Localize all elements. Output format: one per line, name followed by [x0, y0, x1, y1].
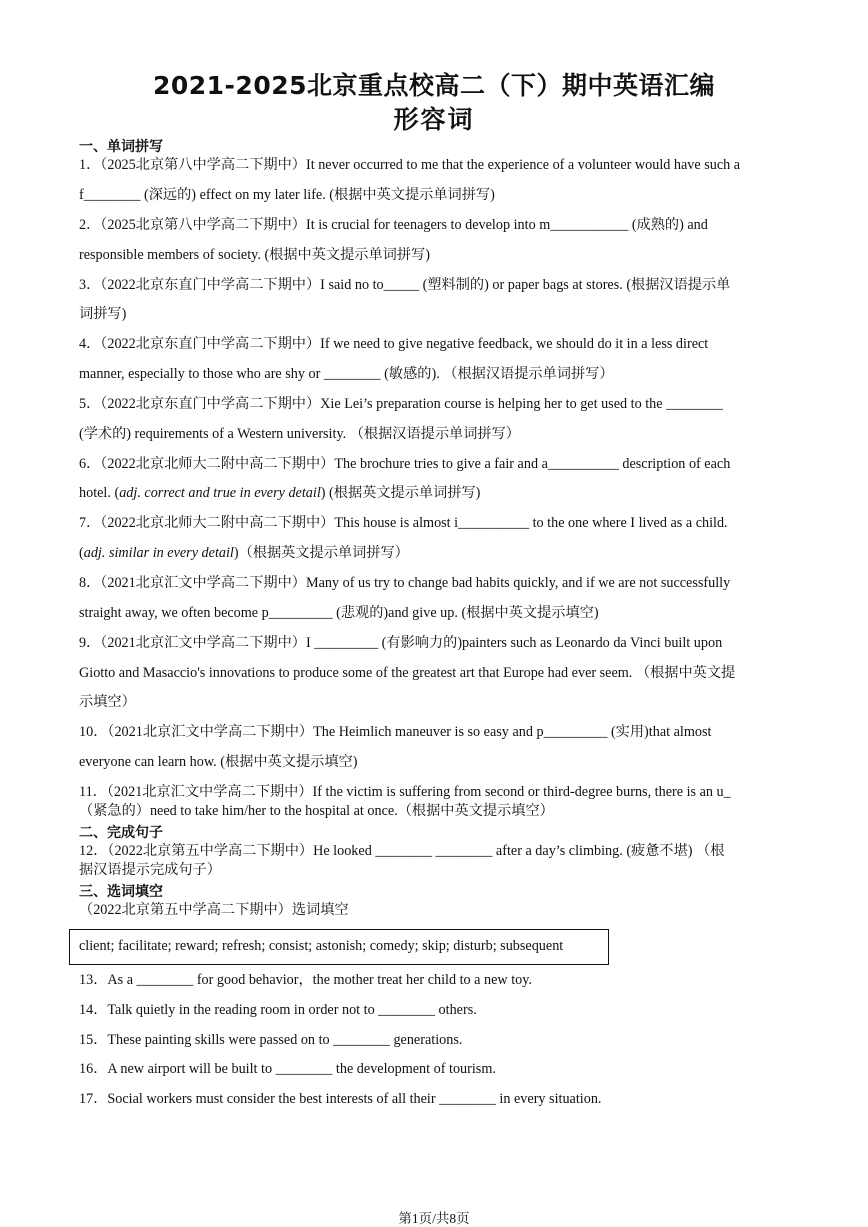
question-line: 13．As a ________ for good behavior，the mother treat her child to a new toy.	[79, 972, 532, 988]
question-line: 10．（2021北京汇文中学高二下期中）The Heimlich maneuver is so easy and p_________ (实用)that almost	[79, 724, 712, 740]
question-line: 8．（2021北京汇文中学高二下期中）Many of us try to change bad habits quickly, and if we are not successfully	[79, 575, 731, 591]
question-line: 6．（2022北京北师大二附中高二下期中）The brochure tries to give a fair and a__________ description of each	[79, 456, 731, 472]
question-line: （紧急的）need to take him/her to the hospital at once.（根据中英文提示填空）	[79, 803, 554, 819]
question-line: Giotto and Masaccio's innovations to produce some of the greatest art that Europe had ever seem. （根据中英文提	[79, 665, 736, 681]
question-line: 14．Talk quietly in the reading room in order not to ________ others.	[79, 1002, 477, 1018]
english-hint: adj. similar in every detail	[83, 545, 234, 561]
question-line: 5．（2022北京东直门中学高二下期中）Xie Lei’s preparation course is helping her to get used to the ________	[79, 396, 723, 412]
page-footer: 第1页/共8页	[398, 1211, 470, 1226]
text-fragment: ) (根据英文提示单词拼写)	[320, 485, 481, 501]
question-line: 12．（2022北京第五中学高二下期中）He looked ________ ________ after a day’s climbing. (疲惫不堪) （根	[79, 843, 725, 859]
text-fragment: )（根据英文提示单词拼写）	[233, 545, 409, 561]
question-line: 17．Social workers must consider the best interests of all their ________ in every situation.	[79, 1091, 602, 1107]
question-line: 7．（2022北京北师大二附中高二下期中）This house is almost i__________ to the one where I lived as a child.	[79, 515, 728, 531]
word-bank-text: client; facilitate; reward; refresh; consist; astonish; comedy; skip; disturb; subsequent	[79, 938, 564, 954]
document-subtitle: 形容词	[393, 105, 475, 134]
question-line: 4．（2022北京东直门中学高二下期中）If we need to give negative feedback, we should do it in a less direct	[79, 336, 709, 352]
document-title: 2021-2025北京重点校高二（下）期中英语汇编	[152, 71, 716, 100]
word-bank-box	[69, 929, 609, 965]
question-line: responsible members of society. (根据中英文提示单词拼写)	[79, 247, 430, 263]
question-line: straight away, we often become p_________ (悲观的)and give up. (根据中英文提示填空)	[79, 605, 599, 621]
question-line: （2022北京第五中学高二下期中）选词填空	[79, 902, 349, 918]
text-fragment: hotel. (	[79, 485, 120, 501]
question-line: everyone can learn how. (根据中英文提示填空)	[79, 754, 358, 770]
question-line: 9．（2021北京汇文中学高二下期中）I _________ (有影响力的)painters such as Leonardo da Vinci built upon	[79, 635, 723, 651]
question-line	[79, 484, 794, 502]
text-fragment: (	[79, 545, 84, 561]
question-line: 2．（2025北京第八中学高二下期中）It is crucial for teenagers to develop into m___________ (成熟的) and	[79, 217, 708, 233]
question-line: f________ (深远的) effect on my later life. (根据中英文提示单词拼写)	[79, 187, 495, 203]
question-line: 示填空）	[79, 694, 136, 710]
question-line: 15．These painting skills were passed on to ________ generations.	[79, 1032, 463, 1048]
section-heading-spelling: 一、单词拼写	[79, 139, 163, 155]
section-heading-word-fill: 三、选词填空	[79, 884, 163, 900]
question-line: 11．（2021北京汇文中学高二下期中）If the victim is suffering from second or third-degree burns, there is an u_	[79, 784, 731, 800]
english-hint: adj. correct and true in every detail	[119, 485, 321, 501]
question-line: manner, especially to those who are shy or ________ (敏感的). （根据汉语提示单词拼写）	[79, 366, 614, 382]
question-line: 16．A new airport will be built to ________ the development of tourism.	[79, 1061, 496, 1077]
question-line: 1．（2025北京第八中学高二下期中）It never occurred to me that the experience of a volunteer would have such a	[79, 157, 741, 173]
question-line: (学术的) requirements of a Western university. （根据汉语提示单词拼写）	[79, 426, 520, 442]
question-line	[79, 544, 794, 562]
section-heading-complete-sentences: 二、完成句子	[79, 825, 163, 841]
question-line: 词拼写)	[79, 306, 127, 322]
question-line: 据汉语提示完成句子）	[79, 862, 221, 878]
question-line: 3．（2022北京东直门中学高二下期中）I said no to_____ (塑料制的) or paper bags at stores. (根据汉语提示单	[79, 277, 731, 293]
